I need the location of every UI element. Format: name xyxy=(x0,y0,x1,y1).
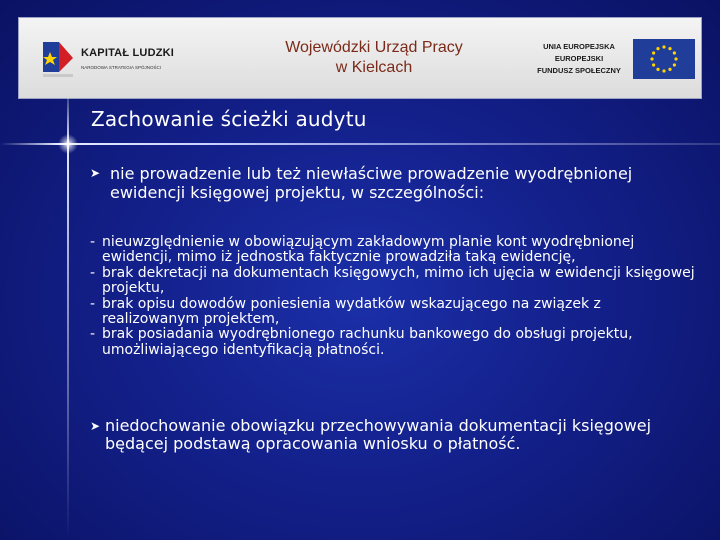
bullet-1-text: nie prowadzenie lub też niewłaściwe prowadzenie wyodrębnionej ewidencji księgowej projektu, w szczególności: xyxy=(110,164,633,202)
list-item-text: brak dekretacji na dokumentach księgowych, mimo ich ujęcia w ewidencji księgowej projektu, xyxy=(102,264,695,297)
organization-title-line2: w Kielcach xyxy=(335,59,413,76)
list-item-text: nieuwzględnienie w obowiązującym zakładowym planie kont wyodrębnionej ewidencji, mimo iż jednostka faktycznie prowadziła taką ewidencję, xyxy=(102,234,635,266)
dash-marker: - xyxy=(90,295,96,312)
bullet-2-text: niedochowanie obowiązku przechowywania dokumentacji księgowej będącej podstawą opracowania wniosku o płatność. xyxy=(105,416,652,453)
arrow-bullet-icon: ➤ xyxy=(90,166,101,180)
arrow-bullet-icon: ➤ xyxy=(90,419,101,433)
kapital-ludzki-title: KAPITAŁ LUDZKI xyxy=(81,47,175,59)
sub-item-list xyxy=(90,235,700,358)
decorative-vertical-line xyxy=(67,98,69,540)
dash-marker: - xyxy=(90,264,96,281)
list-item-text: brak opisu dowodów poniesienia wydatków wskazującego na związek z realizowanym projektem, xyxy=(102,295,601,328)
organization-title xyxy=(224,38,524,78)
list-item-text: brak posiadania wyodrębnionego rachunku bankowego do obsługi projektu, umożliwiającego identyfikacją płatności. xyxy=(102,326,633,358)
eu-flag-icon xyxy=(633,39,695,79)
eu-label-line1: UNIA EUROPEJSKA xyxy=(543,42,615,51)
list-item xyxy=(90,297,700,328)
eu-label-line3: FUNDUSZ SPOŁECZNY xyxy=(537,66,621,75)
dash-marker: - xyxy=(90,326,96,343)
list-item xyxy=(90,266,700,297)
header-banner xyxy=(18,17,702,99)
eu-label-line2: EUROPEJSKI xyxy=(554,54,604,63)
kapital-ludzki-subtitle: NARODOWA STRATEGIA SPÓJNOŚCI xyxy=(81,65,162,70)
organization-title-line1: Wojewódzki Urząd Pracy xyxy=(285,39,463,56)
kapital-ludzki-logo xyxy=(41,38,201,86)
slide-title: Zachowanie ścieżki audytu xyxy=(91,107,367,131)
decorative-horizontal-line xyxy=(0,143,720,145)
dash-marker: - xyxy=(90,234,96,250)
list-item xyxy=(90,235,700,266)
eu-fund-label xyxy=(529,41,629,77)
decorative-glow xyxy=(58,134,78,154)
kapital-ludzki-logo-icon xyxy=(41,38,75,80)
list-item xyxy=(90,327,700,358)
